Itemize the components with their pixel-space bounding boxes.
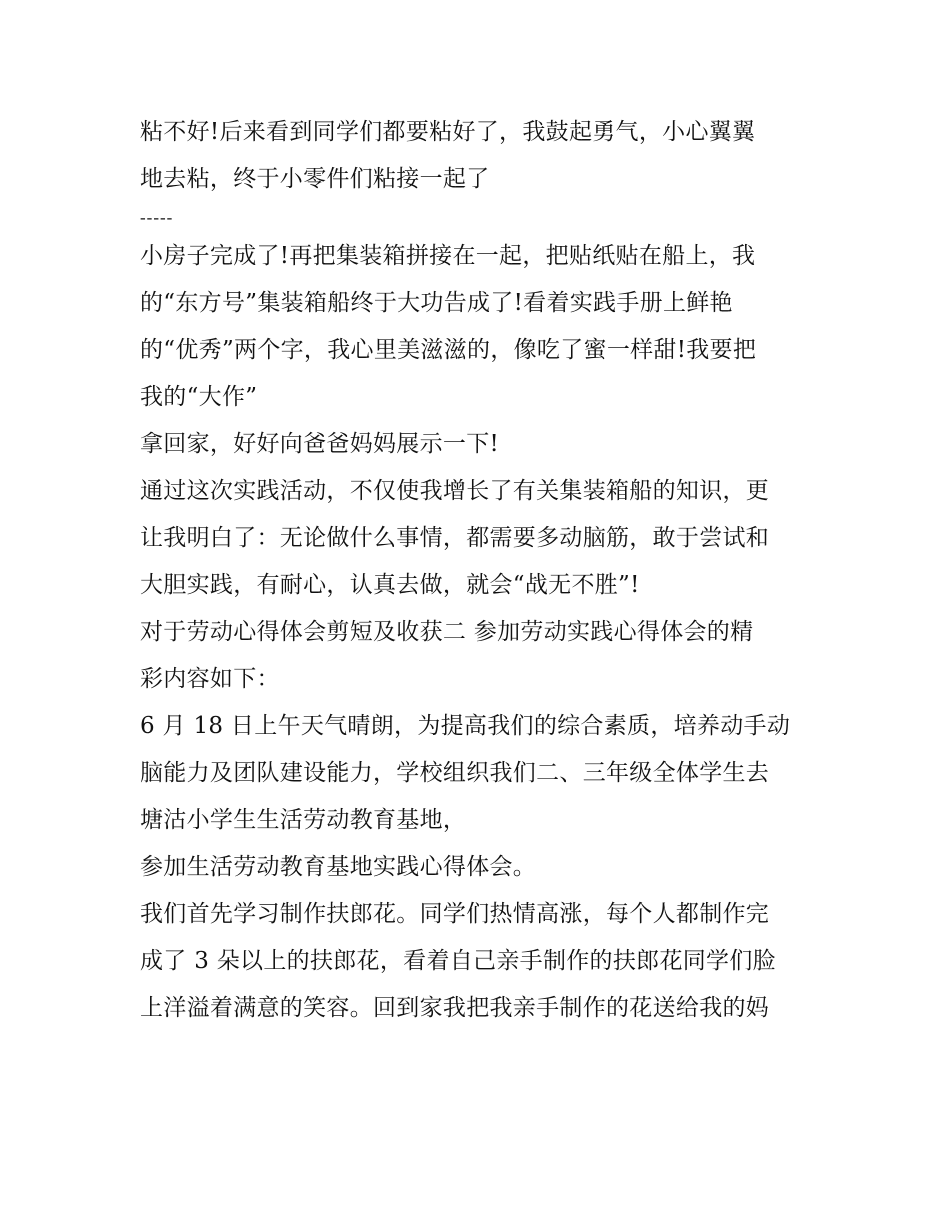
text-line: 地去粘，终于小零件们粘接一起了 bbox=[140, 166, 490, 192]
text-line: 彩内容如下： bbox=[140, 666, 280, 692]
text-line: 我的“大作” bbox=[140, 384, 258, 410]
document-page bbox=[140, 109, 820, 1032]
text-line: 参加生活劳动教育基地实践心得体会。 bbox=[140, 854, 537, 880]
text-line: 的“优秀”两个字，我心里美滋滋的，像吃了蜜一样甜!我要把 bbox=[140, 337, 757, 363]
text-line: 脑能力及团队建设能力，学校组织我们二、三年级全体学生去 bbox=[140, 760, 770, 786]
text-line: 塘沽小学生生活劳动教育基地， bbox=[140, 807, 467, 833]
text-line: 我们首先学习制作扶郎花。同学们热情高涨，每个人都制作完 bbox=[140, 901, 770, 927]
text-line: 小房子完成了!再把集装箱拼接在一起，把贴纸贴在船上，我 bbox=[140, 243, 756, 269]
text-line: 让我明白了：无论做什么事情，都需要多动脑筋，敢于尝试和 bbox=[140, 525, 770, 551]
text-line: 上洋溢着满意的笑容。回到家我把我亲手制作的花送给我的妈 bbox=[140, 995, 770, 1021]
text-line: 拿回家，好好向爸爸妈妈展示一下! bbox=[140, 431, 500, 457]
separator-line: ----- bbox=[140, 208, 174, 227]
text-line: 粘不好!后来看到同学们都要粘好了，我鼓起勇气，小心翼翼 bbox=[140, 119, 756, 145]
text-line: 成了 3 朵以上的扶郎花，看着自己亲手制作的扶郎花同学们脸 bbox=[140, 948, 776, 974]
text-line: 通过这次实践活动，不仅使我增长了有关集装箱船的知识，更 bbox=[140, 478, 770, 504]
text-line: 6 月 18 日上午天气晴朗，为提高我们的综合素质，培养动手动 bbox=[140, 713, 791, 739]
text-line: 对于劳动心得体会剪短及收获二 参加劳动实践心得体会的精 bbox=[140, 619, 754, 645]
text-line: 大胆实践，有耐心，认真去做，就会“战无不胜”! bbox=[140, 572, 640, 598]
text-line: 的“东方号”集装箱船终于大功告成了!看着实践手册上鲜艳 bbox=[140, 290, 733, 316]
